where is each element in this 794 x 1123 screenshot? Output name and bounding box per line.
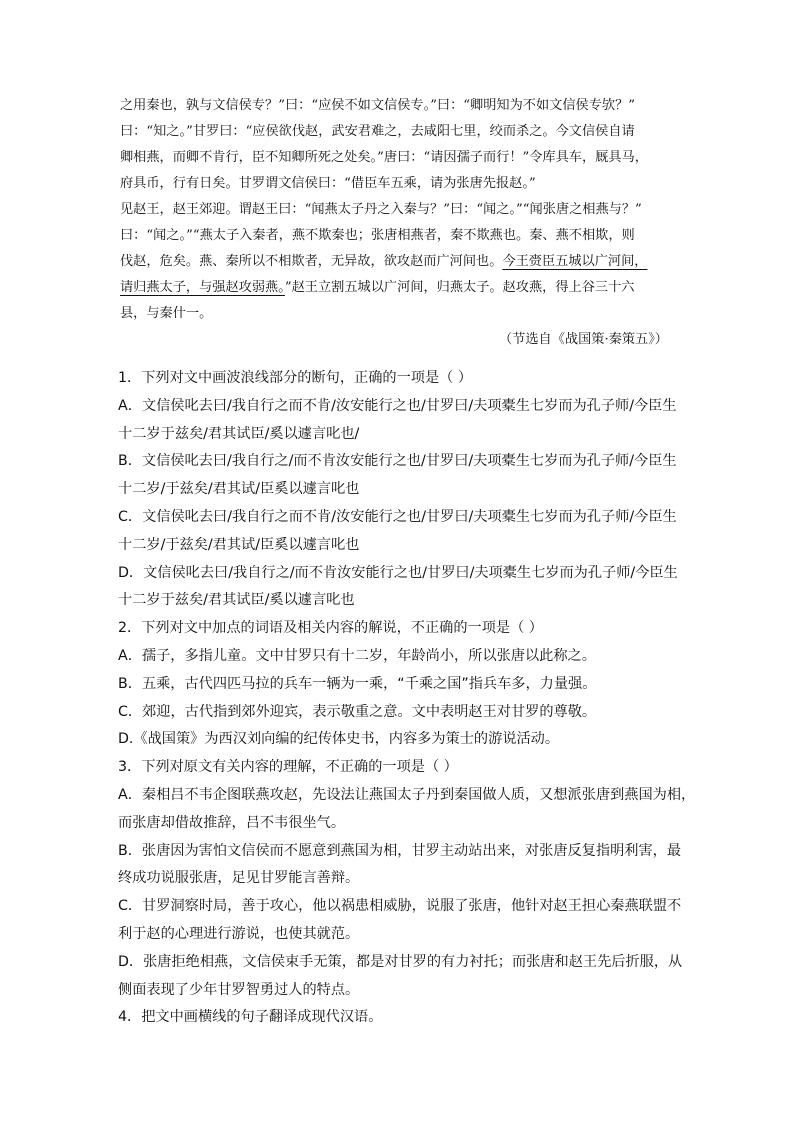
passage-source: （节选自《战国策·秦策五》） — [498, 332, 668, 347]
option-line: C．文信侯叱去曰/我自行之而不肯/汝安能行之也/甘罗曰/夫项橐生七岁而为孔子师/今臣生 — [118, 508, 677, 525]
answer-option — [118, 699, 688, 727]
option-line: D.《战国策》为西汉刘向编的纪传体史书，内容多为策士的游说活动。 — [118, 731, 560, 748]
option-line: C．郊迎，古代指到郊外迎宾，表示敬重之意。文中表明赵王对甘罗的尊敬。 — [118, 703, 597, 720]
passage-line: 之用秦也，孰与文信侯专？”曰：“应侯不如文信侯专。”曰：“卿明知为不如文信侯专欤？” — [120, 98, 636, 113]
option-line: C．甘罗洞察时局，善于攻心，他以祸患相威胁，说服了张唐，他针对赵王担心秦燕联盟不 — [118, 898, 682, 915]
option-line: A．孺子，多指儿童。文中甘罗只有十二岁，年龄尚小，所以张唐以此称之。 — [118, 647, 596, 664]
option-line: 十二岁/于兹矣/君其试/臣奚以遽言叱也 — [118, 536, 360, 553]
answer-option — [118, 782, 696, 838]
passage-line: 卿相燕，而卿不肯行，臣不知卿所死之处矣。”唐曰：“请因孺子而行！”令库具车，厩具马， — [120, 150, 648, 165]
question-q3 — [118, 754, 696, 1004]
option-line: 而张唐却借故推辞，吕不韦很坐气。 — [118, 814, 346, 831]
answer-option — [118, 949, 688, 1005]
question-stem: 1．下列对文中画波浪线部分的断句，正确的一项是（ ） — [118, 370, 473, 386]
option-line: B．五乘，古代四匹马拉的兵车一辆为一乘，“千乘之国”指兵车多，力量强。 — [118, 675, 597, 692]
underlined-sentence: 请归燕太子，与强赵攻弱燕。 — [120, 280, 285, 295]
option-line: D．文信侯叱去曰/我自行之/而不肯汝安能行之也/甘罗曰/夫项橐生七岁而为孔子师/今臣生 — [118, 564, 678, 581]
question-q1 — [118, 365, 688, 615]
classical-passage — [120, 93, 680, 353]
passage-text: 伐赵，危矣。燕、秦所以不相欺者，无异故，欲攻赵而广河间也。 — [120, 254, 503, 269]
question-q4 — [118, 1004, 688, 1032]
question-stem: 2．下列对文中加点的词语及相关内容的解说，不正确的一项是（ ） — [118, 620, 543, 637]
answer-option — [118, 726, 688, 754]
answer-option — [118, 504, 688, 560]
option-line: A．秦相吕不韦企图联燕攻赵，先设法让燕国太子丹到秦国做人质，又想派张唐到燕国为相， — [118, 786, 696, 803]
passage-text: ”赵王立割五城以广河间，归燕太子。赵攻燕，得上谷三十六 — [284, 280, 635, 295]
passage-line: 府具币，行有日矣。甘罗谓文信侯曰：“借臣车五乘，请为张唐先报赵。” — [120, 176, 536, 191]
answer-option — [118, 448, 688, 504]
option-line: 利于赵的心理进行游说，也使其就范。 — [118, 925, 360, 942]
passage-line: 曰：“闻之。”“燕太子入秦者，燕不欺秦也；张唐相燕者，秦不欺燕也。秦、燕不相欺，则 — [120, 228, 635, 243]
answer-option — [118, 838, 688, 894]
option-line: 侧面表现了少年甘罗智勇过人的特点。 — [118, 981, 360, 998]
option-line: D．张唐拒绝相燕，文信侯束手无策，都是对甘罗的有力衬托；而张唐和赵王先后折服，从 — [118, 953, 683, 970]
passage-line — [120, 275, 680, 301]
underlined-sentence: 今王赍臣五城以广河间， — [502, 254, 648, 269]
passage-line: 曰：“知之。”甘罗曰：“应侯欲伐赵，武安君难之，去咸阳七里，绞而杀之。今文信侯自请 — [120, 124, 635, 139]
question-stem: 4．把文中画横线的句子翻译成现代汉语。 — [118, 1009, 383, 1026]
passage-line — [120, 249, 680, 275]
option-line: A．文信侯叱去曰/我自行之而不肯/汝安能行之也/甘罗曰/夫项橐生七岁而为孔子师/今臣生 — [118, 397, 677, 414]
answer-option — [118, 560, 688, 616]
passage-line: 县，与秦什一。 — [120, 306, 213, 321]
option-line: B．张唐因为害怕文信侯而不愿意到燕国为相，甘罗主动站出来，对张唐反复指明利害，最 — [118, 842, 682, 859]
answer-option — [118, 893, 688, 949]
question-q2 — [118, 615, 688, 754]
option-line: 十二岁/于兹矣/君其试/臣奚以遽言叱也 — [118, 481, 360, 498]
question-list — [118, 365, 696, 1032]
option-line: B．文信侯叱去曰/我自行之/而不肯汝安能行之也/甘罗曰/夫项橐生七岁而为孔子师/今臣生 — [118, 453, 677, 470]
answer-option — [118, 643, 688, 671]
question-stem: 3．下列对原文有关内容的理解，不正确的一项是（ ） — [118, 759, 458, 776]
option-line: 十二岁于兹矣/君其试臣/奚以遽言叱也 — [118, 592, 355, 609]
passage-line: 见赵王，赵王郊迎。谓赵王曰：“闻燕太子丹之入秦与？”曰：“闻之。”“闻张唐之相燕与？” — [120, 202, 642, 217]
option-line: 终成功说服张唐，足见甘罗能言善辩。 — [118, 870, 360, 887]
answer-option — [118, 393, 688, 449]
answer-option — [118, 671, 688, 699]
option-line: 十二岁于兹矣/君其试臣/奚以遽言叱也/ — [118, 425, 360, 442]
